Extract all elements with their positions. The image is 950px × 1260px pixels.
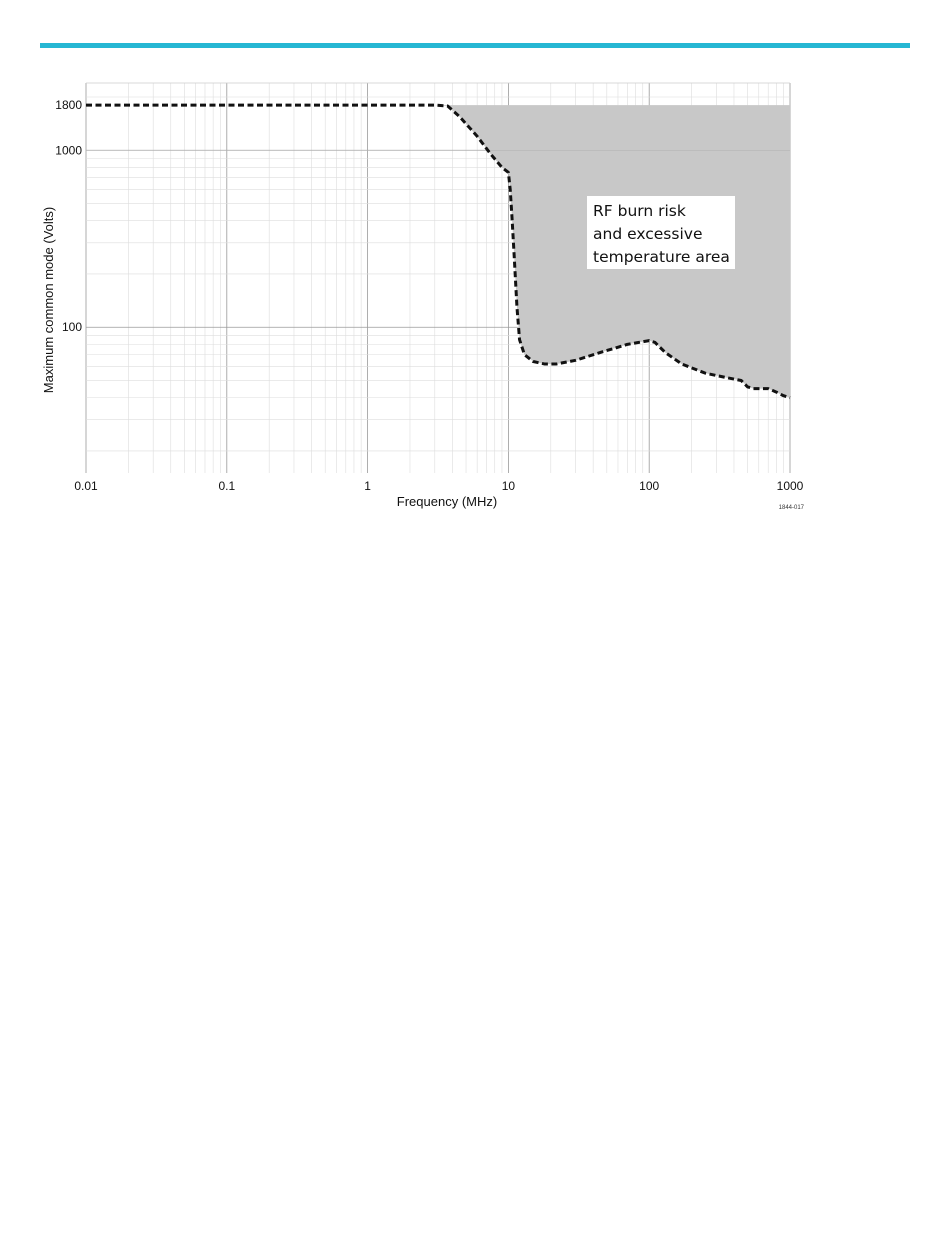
annotation-box	[587, 196, 735, 269]
x-tick-label: 10	[501, 479, 516, 493]
y-tick-label: 1000	[55, 143, 82, 158]
y-axis-title: Maximum common mode (Volts)	[41, 206, 56, 394]
x-tick-label: 1	[364, 479, 371, 493]
common-mode-derating-chart	[0, 0, 950, 540]
x-axis-title: Frequency (MHz)	[396, 494, 498, 509]
figure-id: 1844-017	[778, 505, 804, 511]
annotation-line-2: and excessive	[593, 225, 703, 243]
annotation-line-1: RF burn risk	[593, 202, 686, 220]
x-tick-label: 1000	[776, 479, 804, 493]
y-tick-label: 100	[61, 320, 82, 335]
x-tick-label: 0.01	[74, 479, 98, 493]
y-tick-label: 1800	[55, 98, 82, 113]
annotation-line-3: temperature area	[593, 248, 730, 266]
x-tick-label: 0.1	[218, 479, 236, 493]
x-tick-label: 100	[639, 479, 660, 493]
